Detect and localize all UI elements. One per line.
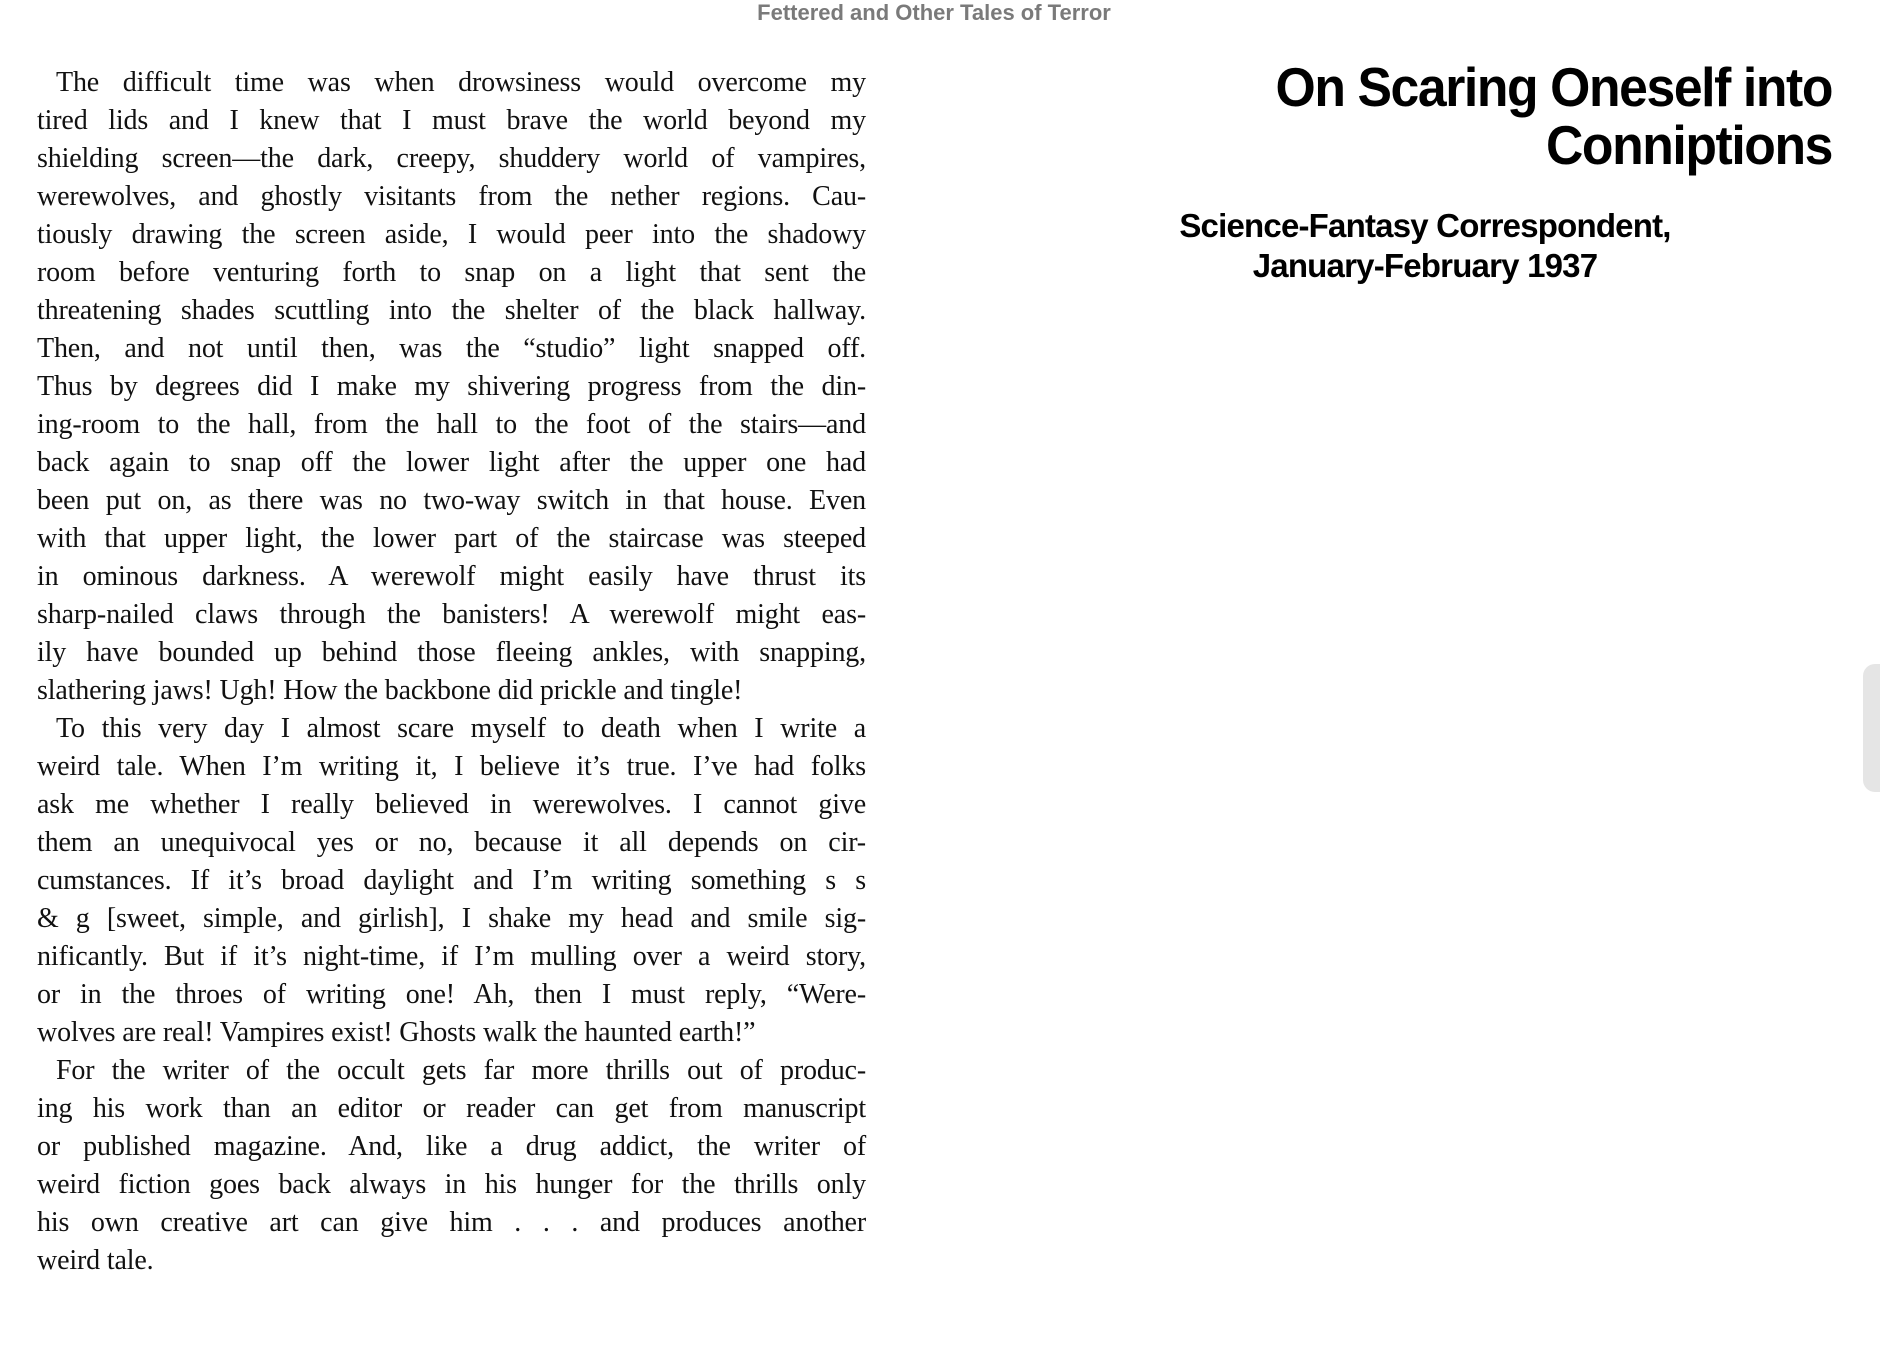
chapter-source [1110,206,1740,286]
text-line: nificantly. But if it’s night-time, if I’m mulling over a weird story, [37,941,866,972]
text-line: weird fiction goes back always in his hunger for the thrills only [37,1169,866,1200]
text-line: or published magazine. And, like a drug addict, the writer of [37,1131,866,1162]
book-title-header: Fettered and Other Tales of Terror [757,0,1111,25]
chapter-source-line: Science-Fantasy Correspondent, [1179,207,1671,244]
text-line: threatening shades scuttling into the shelter of the black hallway. [37,295,866,326]
text-line: room before venturing forth to snap on a light that sent the [37,257,866,288]
text-line: ask me whether I really believed in werewolves. I cannot give [37,789,866,820]
text-line: The difficult time was when drowsiness would overcome my [56,67,866,98]
page-scroll-handle[interactable] [1863,664,1880,792]
text-line: weird tale. [37,1245,154,1276]
text-line: ing-room to the hall, from the hall to the foot of the stairs—and [37,409,866,440]
left-page-text [37,64,866,1280]
text-line: & g [sweet, simple, and girlish], I shake my head and smile sig- [37,903,866,934]
text-line: To this very day I almost scare myself to death when I write a [56,713,866,744]
text-line: his own creative art can give him . . . and produces another [37,1207,866,1238]
text-line: been put on, as there was no two-way switch in that house. Even [37,485,866,516]
text-line: For the writer of the occult gets far more thrills out of produc- [56,1055,866,1086]
chapter-title-line: On Scaring Oneself into [1275,56,1832,118]
text-line: tiously drawing the screen aside, I would peer into the shadowy [37,219,866,250]
text-line: cumstances. If it’s broad daylight and I’m writing something s s [37,865,866,896]
text-line: werewolves, and ghostly visitants from the nether regions. Cau- [37,181,866,212]
text-line: ily have bounded up behind those fleeing ankles, with snapping, [37,637,866,668]
text-line: tired lids and I knew that I must brave the world beyond my [37,105,866,136]
text-line: Then, and not until then, was the “studio” light snapped off. [37,333,866,364]
text-line: or in the throes of writing one! Ah, then I must reply, “Were- [37,979,866,1010]
text-line: Thus by degrees did I make my shivering progress from the din- [37,371,866,402]
text-line: weird tale. When I’m writing it, I believe it’s true. I’ve had folks [37,751,866,782]
chapter-title-line: Conniptions [1545,114,1832,176]
text-line: wolves are real! Vampires exist! Ghosts walk the haunted earth!” [37,1017,756,1048]
right-page [1100,0,1860,1368]
text-line: back again to snap off the lower light after the upper one had [37,447,866,478]
text-line: them an unequivocal yes or no, because it all depends on cir- [37,827,866,858]
text-line: ing his work than an editor or reader can get from manuscript [37,1093,866,1124]
text-line: shielding screen—the dark, creepy, shuddery world of vampires, [37,143,866,174]
text-line: in ominous darkness. A werewolf might easily have thrust its [37,561,866,592]
chapter-title [1136,58,1832,174]
chapter-source-line: January-February 1937 [1252,247,1598,284]
text-line: sharp-nailed claws through the banisters! A werewolf might eas- [37,599,866,630]
text-line: slathering jaws! Ugh! How the backbone did prickle and tingle! [37,675,743,706]
text-line: with that upper light, the lower part of the staircase was steeped [37,523,866,554]
